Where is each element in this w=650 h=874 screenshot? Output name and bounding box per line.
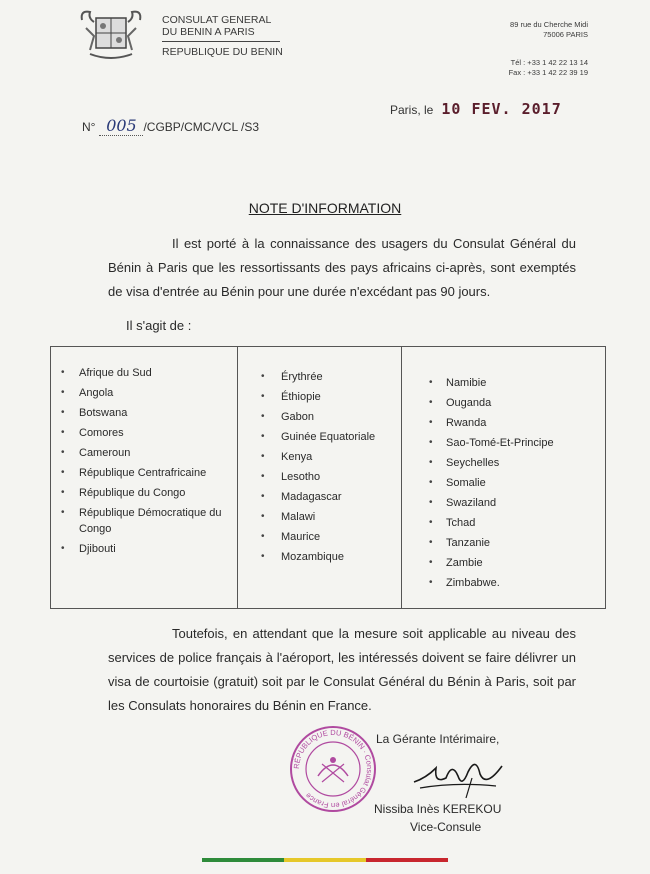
list-intro: Il s'agit de : [126,318,192,333]
country-item: • Zimbabwe. [401,573,605,593]
paragraph2-text: Toutefois, en attendant que la mesure soit applicable au niveau des services de police français à l'aéroport, les intéressés doivent se faire délivrer un visa de courtoisie (gratuit) soit par le Consulat Général du Bénin à Paris, soit par les Consulats honoraires du Bénin en France. [108,626,576,713]
country-item: • Afrique du Sud [51,363,237,383]
consulate-address [509,20,588,78]
country-item: • République du Congo [51,483,237,503]
country-item: • Lesotho [237,467,401,487]
information-paragraph [108,232,576,304]
country-item: • Malawi [237,507,401,527]
flag-green-segment [202,858,284,862]
country-item: • Tanzanie [401,533,605,553]
country-item: • Zambie [401,553,605,573]
handwritten-signature-icon [406,748,510,800]
country-item: • République Centrafricaine [51,463,237,483]
country-item: • Guinée Equatoriale [237,427,401,447]
country-item: • Seychelles [401,453,605,473]
country-item: • Comores [51,423,237,443]
address-line1: 89 rue du Cherche Midi [510,20,588,29]
consulate-header [162,14,283,58]
address-line2: 75006 PARIS [543,30,588,39]
header-org-line1: CONSULAT GENERAL [162,14,272,26]
country-item: • Ouganda [401,393,605,413]
country-item: • Namibie [401,373,605,393]
country-item: • Somalie [401,473,605,493]
country-item: • Cameroun [51,443,237,463]
country-item: • République Démocratique du Congo [51,503,237,539]
header-org-line3: REPUBLIQUE DU BENIN [162,46,283,58]
signatory-title: La Gérante Intérimaire, [376,732,500,746]
country-item: • Tchad [401,513,605,533]
reference-number: 005 [99,116,143,136]
country-item: • Djibouti [51,539,237,559]
signatory-name: Nissiba Inès KEREKOU [374,802,502,816]
date-place: Paris, le [390,103,434,117]
countries-column-2 [237,347,402,608]
benin-flag-stripe [202,858,448,862]
country-item: • Botswana [51,403,237,423]
document-title: NOTE D'INFORMATION [248,200,402,216]
country-item: • Érythrée [237,367,401,387]
country-item: • Mozambique [237,547,401,567]
phone-number: Tél : +33 1 42 22 13 14 [510,58,588,67]
country-item: • Swaziland [401,493,605,513]
flag-red-segment [366,858,448,862]
header-divider [162,41,280,42]
country-item: • Gabon [237,407,401,427]
coat-of-arms-icon [76,6,146,64]
country-item: • Sao-Tomé-Et-Principe [401,433,605,453]
reference-prefix: N° [82,120,96,134]
consulate-seal-icon [288,724,378,814]
header-org-line2: DU BENIN A PARIS [162,26,255,38]
country-item: • Maurice [237,527,401,547]
country-item: • Éthiopie [237,387,401,407]
fax-number: Fax : +33 1 42 22 39 19 [508,68,588,77]
countries-column-1 [51,347,238,608]
signatory-role: Vice-Consule [410,820,482,834]
flag-yellow-segment [284,858,366,862]
country-item: • Angola [51,383,237,403]
country-item: • Kenya [237,447,401,467]
country-item: • Madagascar [237,487,401,507]
country-item: • Rwanda [401,413,605,433]
countries-column-3 [401,347,605,608]
notice-paragraph [108,622,576,718]
paragraph1-text: Il est porté à la connaissance des usagers du Consulat Général du Bénin à Paris que les ressortissants des pays africains ci-après, sont exemptés de visa d'entrée au Bénin pour une durée n'excédant pas 90 jours. [108,236,576,299]
date-stamp: 10 FEV. 2017 [441,100,562,118]
countries-table [50,346,606,609]
seal-text: RÉPUBLIQUE DU BÉNIN · Consulat Général en France [291,727,375,811]
reference-line [82,116,259,136]
reference-suffix: /CGBP/CMC/VCL /S3 [143,120,260,134]
date-line [390,100,562,118]
